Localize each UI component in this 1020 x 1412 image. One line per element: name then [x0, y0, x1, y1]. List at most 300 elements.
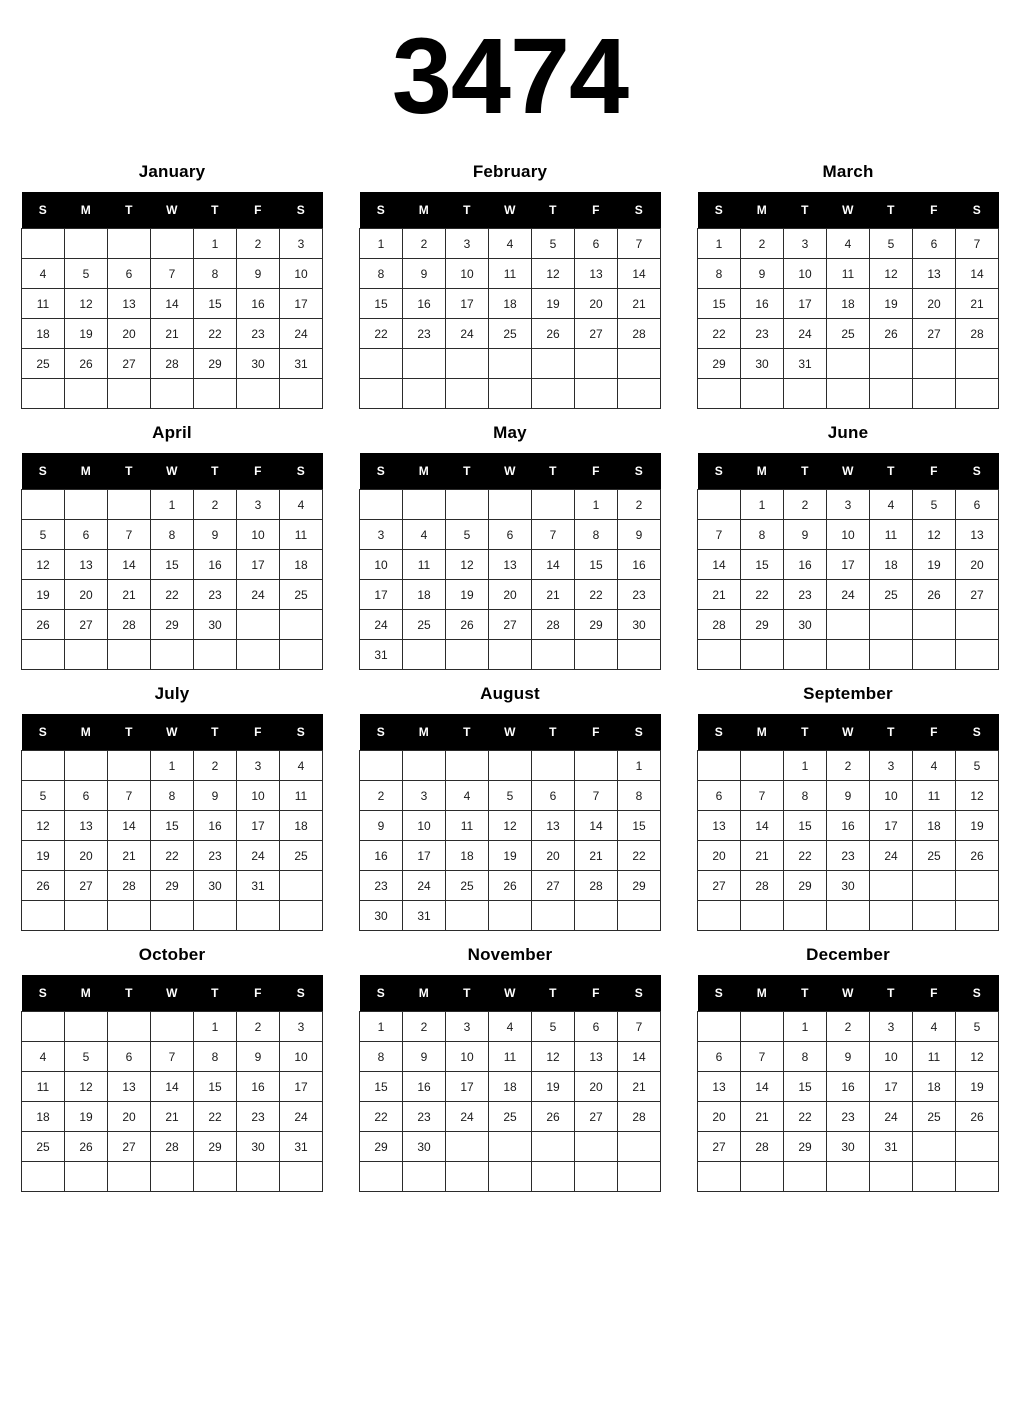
day-cell[interactable]: 30 [194, 871, 237, 901]
day-cell[interactable]: 22 [784, 1102, 827, 1132]
day-cell[interactable]: 2 [360, 781, 403, 811]
day-cell[interactable]: 13 [575, 259, 618, 289]
day-cell[interactable]: 18 [22, 1102, 65, 1132]
day-cell[interactable]: 27 [698, 1132, 741, 1162]
day-cell[interactable]: 17 [237, 550, 280, 580]
day-cell[interactable]: 4 [489, 229, 532, 259]
day-cell[interactable]: 25 [403, 610, 446, 640]
day-cell[interactable]: 17 [237, 811, 280, 841]
day-cell[interactable]: 7 [698, 520, 741, 550]
day-cell[interactable]: 14 [618, 259, 661, 289]
day-cell[interactable]: 7 [956, 229, 999, 259]
day-cell[interactable]: 18 [403, 580, 446, 610]
day-cell[interactable]: 18 [446, 841, 489, 871]
day-cell[interactable]: 25 [22, 1132, 65, 1162]
day-cell[interactable]: 23 [237, 319, 280, 349]
day-cell[interactable]: 31 [237, 871, 280, 901]
day-cell[interactable]: 4 [22, 1042, 65, 1072]
day-cell[interactable]: 23 [237, 1102, 280, 1132]
day-cell[interactable]: 12 [65, 1072, 108, 1102]
day-cell[interactable]: 10 [403, 811, 446, 841]
day-cell[interactable]: 21 [698, 580, 741, 610]
day-cell[interactable]: 1 [784, 751, 827, 781]
day-cell[interactable]: 9 [741, 259, 784, 289]
day-cell[interactable]: 22 [194, 1102, 237, 1132]
day-cell[interactable]: 12 [913, 520, 956, 550]
day-cell[interactable]: 24 [280, 1102, 323, 1132]
day-cell[interactable]: 28 [741, 871, 784, 901]
day-cell[interactable]: 23 [360, 871, 403, 901]
day-cell[interactable]: 29 [784, 1132, 827, 1162]
day-cell[interactable]: 16 [784, 550, 827, 580]
day-cell[interactable]: 30 [194, 610, 237, 640]
day-cell[interactable]: 14 [532, 550, 575, 580]
day-cell[interactable]: 13 [65, 811, 108, 841]
day-cell[interactable]: 4 [913, 1012, 956, 1042]
day-cell[interactable]: 12 [870, 259, 913, 289]
day-cell[interactable]: 17 [870, 1072, 913, 1102]
day-cell[interactable]: 12 [532, 1042, 575, 1072]
day-cell[interactable]: 12 [956, 1042, 999, 1072]
day-cell[interactable]: 11 [22, 289, 65, 319]
day-cell[interactable]: 2 [403, 1012, 446, 1042]
day-cell[interactable]: 16 [194, 811, 237, 841]
day-cell[interactable]: 10 [870, 781, 913, 811]
day-cell[interactable]: 23 [827, 1102, 870, 1132]
day-cell[interactable]: 8 [784, 1042, 827, 1072]
day-cell[interactable]: 5 [489, 781, 532, 811]
day-cell[interactable]: 16 [403, 289, 446, 319]
day-cell[interactable]: 25 [22, 349, 65, 379]
day-cell[interactable]: 5 [65, 259, 108, 289]
day-cell[interactable]: 15 [784, 1072, 827, 1102]
day-cell[interactable]: 11 [22, 1072, 65, 1102]
day-cell[interactable]: 7 [151, 1042, 194, 1072]
day-cell[interactable]: 17 [446, 289, 489, 319]
day-cell[interactable]: 25 [489, 1102, 532, 1132]
day-cell[interactable]: 10 [237, 781, 280, 811]
day-cell[interactable]: 19 [532, 1072, 575, 1102]
day-cell[interactable]: 28 [108, 610, 151, 640]
day-cell[interactable]: 6 [698, 1042, 741, 1072]
day-cell[interactable]: 8 [618, 781, 661, 811]
day-cell[interactable]: 10 [237, 520, 280, 550]
day-cell[interactable]: 8 [194, 259, 237, 289]
day-cell[interactable]: 13 [913, 259, 956, 289]
day-cell[interactable]: 26 [65, 1132, 108, 1162]
day-cell[interactable]: 21 [108, 841, 151, 871]
day-cell[interactable]: 16 [827, 811, 870, 841]
day-cell[interactable]: 1 [194, 229, 237, 259]
day-cell[interactable]: 8 [360, 1042, 403, 1072]
day-cell[interactable]: 18 [827, 289, 870, 319]
day-cell[interactable]: 7 [618, 1012, 661, 1042]
day-cell[interactable]: 24 [870, 841, 913, 871]
day-cell[interactable]: 22 [618, 841, 661, 871]
day-cell[interactable]: 3 [870, 1012, 913, 1042]
day-cell[interactable]: 13 [108, 289, 151, 319]
day-cell[interactable]: 1 [618, 751, 661, 781]
day-cell[interactable]: 3 [280, 229, 323, 259]
day-cell[interactable]: 29 [194, 349, 237, 379]
day-cell[interactable]: 10 [870, 1042, 913, 1072]
day-cell[interactable]: 3 [446, 229, 489, 259]
day-cell[interactable]: 13 [698, 1072, 741, 1102]
day-cell[interactable]: 22 [360, 319, 403, 349]
day-cell[interactable]: 19 [532, 289, 575, 319]
day-cell[interactable]: 6 [575, 1012, 618, 1042]
day-cell[interactable]: 19 [870, 289, 913, 319]
day-cell[interactable]: 20 [65, 580, 108, 610]
day-cell[interactable]: 14 [956, 259, 999, 289]
day-cell[interactable]: 30 [618, 610, 661, 640]
day-cell[interactable]: 20 [489, 580, 532, 610]
day-cell[interactable]: 19 [22, 841, 65, 871]
day-cell[interactable]: 16 [237, 289, 280, 319]
day-cell[interactable]: 21 [956, 289, 999, 319]
day-cell[interactable]: 14 [741, 1072, 784, 1102]
day-cell[interactable]: 19 [65, 1102, 108, 1132]
day-cell[interactable]: 30 [403, 1132, 446, 1162]
day-cell[interactable]: 28 [618, 319, 661, 349]
day-cell[interactable]: 1 [151, 490, 194, 520]
day-cell[interactable]: 25 [280, 580, 323, 610]
day-cell[interactable]: 29 [784, 871, 827, 901]
day-cell[interactable]: 10 [784, 259, 827, 289]
day-cell[interactable]: 12 [22, 550, 65, 580]
day-cell[interactable]: 8 [151, 520, 194, 550]
day-cell[interactable]: 15 [151, 811, 194, 841]
day-cell[interactable]: 4 [280, 490, 323, 520]
day-cell[interactable]: 6 [913, 229, 956, 259]
day-cell[interactable]: 1 [698, 229, 741, 259]
day-cell[interactable]: 17 [827, 550, 870, 580]
day-cell[interactable]: 22 [698, 319, 741, 349]
day-cell[interactable]: 19 [22, 580, 65, 610]
day-cell[interactable]: 4 [870, 490, 913, 520]
day-cell[interactable]: 6 [108, 1042, 151, 1072]
day-cell[interactable]: 14 [151, 1072, 194, 1102]
day-cell[interactable]: 22 [741, 580, 784, 610]
day-cell[interactable]: 22 [784, 841, 827, 871]
day-cell[interactable]: 13 [489, 550, 532, 580]
day-cell[interactable]: 25 [870, 580, 913, 610]
day-cell[interactable]: 15 [194, 1072, 237, 1102]
day-cell[interactable]: 1 [151, 751, 194, 781]
day-cell[interactable]: 30 [784, 610, 827, 640]
day-cell[interactable]: 28 [698, 610, 741, 640]
day-cell[interactable]: 27 [108, 1132, 151, 1162]
day-cell[interactable]: 26 [532, 1102, 575, 1132]
day-cell[interactable]: 5 [22, 781, 65, 811]
day-cell[interactable]: 8 [741, 520, 784, 550]
day-cell[interactable]: 26 [22, 610, 65, 640]
day-cell[interactable]: 25 [913, 1102, 956, 1132]
day-cell[interactable]: 17 [870, 811, 913, 841]
day-cell[interactable]: 27 [65, 871, 108, 901]
day-cell[interactable]: 6 [65, 520, 108, 550]
day-cell[interactable]: 18 [22, 319, 65, 349]
day-cell[interactable]: 1 [360, 1012, 403, 1042]
day-cell[interactable]: 8 [575, 520, 618, 550]
day-cell[interactable]: 25 [827, 319, 870, 349]
day-cell[interactable]: 3 [403, 781, 446, 811]
day-cell[interactable]: 14 [108, 811, 151, 841]
day-cell[interactable]: 13 [108, 1072, 151, 1102]
day-cell[interactable]: 18 [489, 1072, 532, 1102]
day-cell[interactable]: 26 [65, 349, 108, 379]
day-cell[interactable]: 20 [913, 289, 956, 319]
day-cell[interactable]: 25 [446, 871, 489, 901]
day-cell[interactable]: 29 [698, 349, 741, 379]
day-cell[interactable]: 29 [151, 871, 194, 901]
day-cell[interactable]: 12 [446, 550, 489, 580]
day-cell[interactable]: 13 [698, 811, 741, 841]
day-cell[interactable]: 10 [280, 259, 323, 289]
day-cell[interactable]: 27 [65, 610, 108, 640]
day-cell[interactable]: 28 [618, 1102, 661, 1132]
day-cell[interactable]: 10 [360, 550, 403, 580]
day-cell[interactable]: 21 [151, 319, 194, 349]
day-cell[interactable]: 27 [575, 1102, 618, 1132]
day-cell[interactable]: 15 [360, 1072, 403, 1102]
day-cell[interactable]: 31 [870, 1132, 913, 1162]
day-cell[interactable]: 5 [913, 490, 956, 520]
day-cell[interactable]: 16 [237, 1072, 280, 1102]
day-cell[interactable]: 4 [280, 751, 323, 781]
day-cell[interactable]: 27 [575, 319, 618, 349]
day-cell[interactable]: 23 [618, 580, 661, 610]
day-cell[interactable]: 28 [151, 1132, 194, 1162]
day-cell[interactable]: 25 [280, 841, 323, 871]
day-cell[interactable]: 24 [870, 1102, 913, 1132]
day-cell[interactable]: 14 [741, 811, 784, 841]
day-cell[interactable]: 9 [237, 259, 280, 289]
day-cell[interactable]: 4 [22, 259, 65, 289]
day-cell[interactable]: 24 [827, 580, 870, 610]
day-cell[interactable]: 25 [913, 841, 956, 871]
day-cell[interactable]: 17 [403, 841, 446, 871]
day-cell[interactable]: 16 [403, 1072, 446, 1102]
day-cell[interactable]: 2 [403, 229, 446, 259]
day-cell[interactable]: 22 [360, 1102, 403, 1132]
day-cell[interactable]: 19 [913, 550, 956, 580]
day-cell[interactable]: 28 [532, 610, 575, 640]
day-cell[interactable]: 4 [446, 781, 489, 811]
day-cell[interactable]: 26 [956, 841, 999, 871]
day-cell[interactable]: 14 [618, 1042, 661, 1072]
day-cell[interactable]: 6 [108, 259, 151, 289]
day-cell[interactable]: 16 [741, 289, 784, 319]
day-cell[interactable]: 3 [280, 1012, 323, 1042]
day-cell[interactable]: 5 [870, 229, 913, 259]
day-cell[interactable]: 7 [741, 1042, 784, 1072]
day-cell[interactable]: 24 [237, 841, 280, 871]
day-cell[interactable]: 3 [827, 490, 870, 520]
day-cell[interactable]: 3 [237, 751, 280, 781]
day-cell[interactable]: 9 [827, 1042, 870, 1072]
day-cell[interactable]: 13 [956, 520, 999, 550]
day-cell[interactable]: 3 [446, 1012, 489, 1042]
day-cell[interactable]: 10 [280, 1042, 323, 1072]
day-cell[interactable]: 8 [360, 259, 403, 289]
day-cell[interactable]: 8 [698, 259, 741, 289]
day-cell[interactable]: 15 [194, 289, 237, 319]
day-cell[interactable]: 26 [532, 319, 575, 349]
day-cell[interactable]: 18 [489, 289, 532, 319]
day-cell[interactable]: 31 [403, 901, 446, 931]
day-cell[interactable]: 9 [194, 781, 237, 811]
day-cell[interactable]: 17 [360, 580, 403, 610]
day-cell[interactable]: 21 [151, 1102, 194, 1132]
day-cell[interactable]: 23 [403, 1102, 446, 1132]
day-cell[interactable]: 25 [489, 319, 532, 349]
day-cell[interactable]: 20 [575, 289, 618, 319]
day-cell[interactable]: 20 [108, 319, 151, 349]
day-cell[interactable]: 4 [489, 1012, 532, 1042]
day-cell[interactable]: 15 [575, 550, 618, 580]
day-cell[interactable]: 28 [151, 349, 194, 379]
day-cell[interactable]: 9 [403, 259, 446, 289]
day-cell[interactable]: 5 [532, 229, 575, 259]
day-cell[interactable]: 10 [446, 1042, 489, 1072]
day-cell[interactable]: 7 [618, 229, 661, 259]
day-cell[interactable]: 20 [575, 1072, 618, 1102]
day-cell[interactable]: 11 [489, 259, 532, 289]
day-cell[interactable]: 3 [870, 751, 913, 781]
day-cell[interactable]: 31 [784, 349, 827, 379]
day-cell[interactable]: 15 [360, 289, 403, 319]
day-cell[interactable]: 8 [784, 781, 827, 811]
day-cell[interactable]: 16 [618, 550, 661, 580]
day-cell[interactable]: 30 [741, 349, 784, 379]
day-cell[interactable]: 23 [194, 841, 237, 871]
day-cell[interactable]: 22 [151, 841, 194, 871]
day-cell[interactable]: 18 [870, 550, 913, 580]
day-cell[interactable]: 7 [108, 520, 151, 550]
day-cell[interactable]: 1 [575, 490, 618, 520]
day-cell[interactable]: 2 [784, 490, 827, 520]
day-cell[interactable]: 26 [870, 319, 913, 349]
day-cell[interactable]: 7 [741, 781, 784, 811]
day-cell[interactable]: 4 [403, 520, 446, 550]
day-cell[interactable]: 29 [360, 1132, 403, 1162]
day-cell[interactable]: 18 [280, 550, 323, 580]
day-cell[interactable]: 17 [280, 289, 323, 319]
day-cell[interactable]: 9 [618, 520, 661, 550]
day-cell[interactable]: 26 [22, 871, 65, 901]
day-cell[interactable]: 6 [532, 781, 575, 811]
day-cell[interactable]: 20 [108, 1102, 151, 1132]
day-cell[interactable]: 27 [489, 610, 532, 640]
day-cell[interactable]: 29 [575, 610, 618, 640]
day-cell[interactable]: 14 [151, 289, 194, 319]
day-cell[interactable]: 21 [618, 289, 661, 319]
day-cell[interactable]: 16 [360, 841, 403, 871]
day-cell[interactable]: 2 [827, 751, 870, 781]
day-cell[interactable]: 19 [65, 319, 108, 349]
day-cell[interactable]: 12 [956, 781, 999, 811]
day-cell[interactable]: 29 [618, 871, 661, 901]
day-cell[interactable]: 23 [403, 319, 446, 349]
day-cell[interactable]: 27 [698, 871, 741, 901]
day-cell[interactable]: 11 [827, 259, 870, 289]
day-cell[interactable]: 5 [446, 520, 489, 550]
day-cell[interactable]: 6 [698, 781, 741, 811]
day-cell[interactable]: 23 [827, 841, 870, 871]
day-cell[interactable]: 9 [237, 1042, 280, 1072]
day-cell[interactable]: 9 [784, 520, 827, 550]
day-cell[interactable]: 28 [956, 319, 999, 349]
day-cell[interactable]: 18 [913, 811, 956, 841]
day-cell[interactable]: 18 [280, 811, 323, 841]
day-cell[interactable]: 21 [532, 580, 575, 610]
day-cell[interactable]: 23 [741, 319, 784, 349]
day-cell[interactable]: 5 [65, 1042, 108, 1072]
day-cell[interactable]: 9 [194, 520, 237, 550]
day-cell[interactable]: 29 [151, 610, 194, 640]
day-cell[interactable]: 16 [194, 550, 237, 580]
day-cell[interactable]: 9 [360, 811, 403, 841]
day-cell[interactable]: 1 [194, 1012, 237, 1042]
day-cell[interactable]: 1 [360, 229, 403, 259]
day-cell[interactable]: 20 [698, 841, 741, 871]
day-cell[interactable]: 1 [784, 1012, 827, 1042]
day-cell[interactable]: 20 [698, 1102, 741, 1132]
day-cell[interactable]: 3 [360, 520, 403, 550]
day-cell[interactable]: 31 [360, 640, 403, 670]
day-cell[interactable]: 4 [827, 229, 870, 259]
day-cell[interactable]: 21 [741, 841, 784, 871]
day-cell[interactable]: 26 [489, 871, 532, 901]
day-cell[interactable]: 30 [827, 1132, 870, 1162]
day-cell[interactable]: 13 [65, 550, 108, 580]
day-cell[interactable]: 6 [956, 490, 999, 520]
day-cell[interactable]: 21 [108, 580, 151, 610]
day-cell[interactable]: 12 [65, 289, 108, 319]
day-cell[interactable]: 14 [575, 811, 618, 841]
day-cell[interactable]: 19 [956, 811, 999, 841]
day-cell[interactable]: 27 [956, 580, 999, 610]
day-cell[interactable]: 1 [741, 490, 784, 520]
day-cell[interactable]: 27 [532, 871, 575, 901]
day-cell[interactable]: 21 [741, 1102, 784, 1132]
day-cell[interactable]: 31 [280, 1132, 323, 1162]
day-cell[interactable]: 3 [237, 490, 280, 520]
day-cell[interactable]: 4 [913, 751, 956, 781]
day-cell[interactable]: 15 [151, 550, 194, 580]
day-cell[interactable]: 14 [698, 550, 741, 580]
day-cell[interactable]: 11 [280, 520, 323, 550]
day-cell[interactable]: 11 [913, 1042, 956, 1072]
day-cell[interactable]: 2 [741, 229, 784, 259]
day-cell[interactable]: 2 [618, 490, 661, 520]
day-cell[interactable]: 2 [194, 490, 237, 520]
day-cell[interactable]: 17 [280, 1072, 323, 1102]
day-cell[interactable]: 11 [403, 550, 446, 580]
day-cell[interactable]: 11 [446, 811, 489, 841]
day-cell[interactable]: 15 [618, 811, 661, 841]
day-cell[interactable]: 11 [870, 520, 913, 550]
day-cell[interactable]: 13 [575, 1042, 618, 1072]
day-cell[interactable]: 11 [280, 781, 323, 811]
day-cell[interactable]: 31 [280, 349, 323, 379]
day-cell[interactable]: 12 [532, 259, 575, 289]
day-cell[interactable]: 7 [108, 781, 151, 811]
day-cell[interactable]: 17 [784, 289, 827, 319]
day-cell[interactable]: 17 [446, 1072, 489, 1102]
day-cell[interactable]: 11 [913, 781, 956, 811]
